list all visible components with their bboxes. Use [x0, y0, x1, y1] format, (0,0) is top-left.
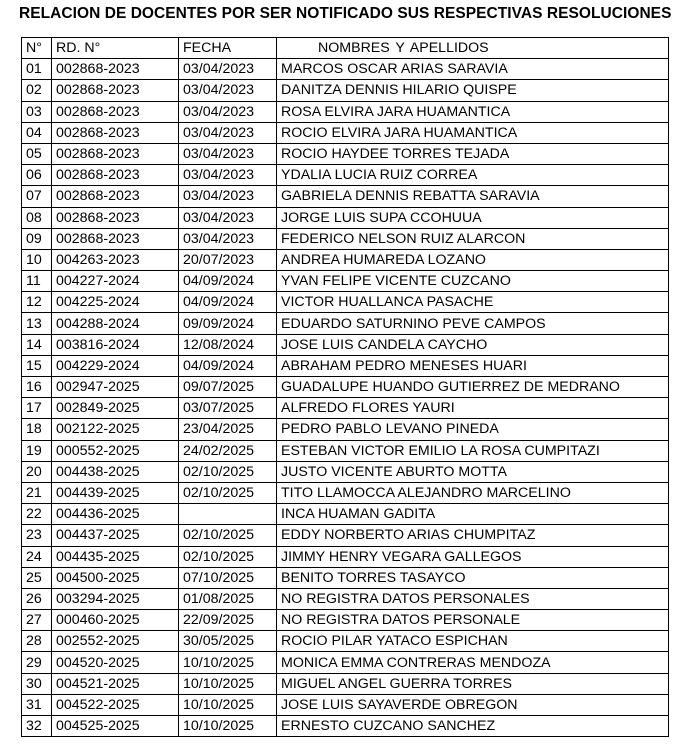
document-title: RELACION DE DOCENTES POR SER NOTIFICADO SUS RESPECTIVAS RESOLUCIONES [19, 5, 672, 22]
fecha-cell: 03/04/2023 [179, 80, 277, 101]
fecha-cell: 10/10/2025 [179, 716, 277, 737]
header-num: N° [22, 38, 52, 59]
table-row [22, 694, 669, 715]
fecha-cell: 04/09/2024 [179, 292, 277, 313]
rd-number-cell: 002947-2025 [52, 377, 179, 398]
row-number-cell: 31 [22, 694, 52, 715]
table-row [22, 186, 669, 207]
table-row [22, 292, 669, 313]
row-number-cell: 15 [22, 355, 52, 376]
nombre-cell: NO REGISTRA DATOS PERSONALES [277, 588, 669, 609]
nombre-cell: JIMMY HENRY VEGARA GALLEGOS [277, 546, 669, 567]
row-number-cell: 22 [22, 504, 52, 525]
fecha-cell: 03/04/2023 [179, 122, 277, 143]
nombre-cell: GUADALUPE HUANDO GUTIERREZ DE MEDRANO [277, 377, 669, 398]
row-number-cell: 21 [22, 482, 52, 503]
row-number-cell: 03 [22, 101, 52, 122]
rd-number-cell: 004522-2025 [52, 694, 179, 715]
rd-number-cell: 004225-2024 [52, 292, 179, 313]
row-number-cell: 09 [22, 228, 52, 249]
nombre-cell: MIGUEL ANGEL GUERRA TORRES [277, 673, 669, 694]
fecha-cell: 09/07/2025 [179, 377, 277, 398]
fecha-cell: 03/04/2023 [179, 143, 277, 164]
rd-number-cell: 004229-2024 [52, 355, 179, 376]
rd-number-cell: 002868-2023 [52, 165, 179, 186]
docentes-table [21, 37, 669, 737]
row-number-cell: 08 [22, 207, 52, 228]
fecha-cell: 23/04/2025 [179, 419, 277, 440]
row-number-cell: 07 [22, 186, 52, 207]
nombre-cell: ANDREA HUMAREDA LOZANO [277, 249, 669, 270]
fecha-cell: 04/09/2024 [179, 355, 277, 376]
fecha-cell: 02/10/2025 [179, 482, 277, 503]
nombre-cell: JUSTO VICENTE ABURTO MOTTA [277, 461, 669, 482]
table-header-row [22, 38, 669, 59]
nombre-cell: FEDERICO NELSON RUIZ ALARCON [277, 228, 669, 249]
nombre-cell: ROSA ELVIRA JARA HUAMANTICA [277, 101, 669, 122]
fecha-cell: 03/04/2023 [179, 59, 277, 80]
nombre-cell: ABRAHAM PEDRO MENESES HUARI [277, 355, 669, 376]
row-number-cell: 29 [22, 652, 52, 673]
rd-number-cell: 004436-2025 [52, 504, 179, 525]
fecha-cell: 03/04/2023 [179, 101, 277, 122]
fecha-cell: 30/05/2025 [179, 631, 277, 652]
table-row [22, 440, 669, 461]
rd-number-cell: 004438-2025 [52, 461, 179, 482]
nombre-cell: JOSE LUIS CANDELA CAYCHO [277, 334, 669, 355]
row-number-cell: 20 [22, 461, 52, 482]
nombre-cell: ROCIO PILAR YATACO ESPICHAN [277, 631, 669, 652]
table-row [22, 207, 669, 228]
rd-number-cell: 002868-2023 [52, 122, 179, 143]
row-number-cell: 14 [22, 334, 52, 355]
table-row [22, 228, 669, 249]
table-row [22, 334, 669, 355]
table-row [22, 271, 669, 292]
row-number-cell: 06 [22, 165, 52, 186]
nombre-cell: NO REGISTRA DATOS PERSONALE [277, 610, 669, 631]
rd-number-cell: 004521-2025 [52, 673, 179, 694]
nombre-cell: ERNESTO CUZCANO SANCHEZ [277, 716, 669, 737]
rd-number-cell: 004263-2023 [52, 249, 179, 270]
row-number-cell: 27 [22, 610, 52, 631]
table-row [22, 419, 669, 440]
rd-number-cell: 002868-2023 [52, 59, 179, 80]
row-number-cell: 30 [22, 673, 52, 694]
rd-number-cell: 002868-2023 [52, 80, 179, 101]
fecha-cell: 02/10/2025 [179, 546, 277, 567]
fecha-cell: 01/08/2025 [179, 588, 277, 609]
rd-number-cell: 002552-2025 [52, 631, 179, 652]
fecha-cell: 10/10/2025 [179, 673, 277, 694]
rd-number-cell: 004525-2025 [52, 716, 179, 737]
nombre-cell: MONICA EMMA CONTRERAS MENDOZA [277, 652, 669, 673]
table-row [22, 652, 669, 673]
row-number-cell: 19 [22, 440, 52, 461]
rd-number-cell: 004520-2025 [52, 652, 179, 673]
fecha-cell: 03/04/2023 [179, 207, 277, 228]
table-row [22, 398, 669, 419]
table-row [22, 165, 669, 186]
fecha-cell: 07/10/2025 [179, 567, 277, 588]
table-body [22, 59, 669, 737]
table-row [22, 588, 669, 609]
row-number-cell: 32 [22, 716, 52, 737]
rd-number-cell: 000552-2025 [52, 440, 179, 461]
fecha-cell: 03/04/2023 [179, 228, 277, 249]
rd-number-cell: 002868-2023 [52, 207, 179, 228]
fecha-cell: 22/09/2025 [179, 610, 277, 631]
nombre-cell: ESTEBAN VICTOR EMILIO LA ROSA CUMPITAZI [277, 440, 669, 461]
row-number-cell: 26 [22, 588, 52, 609]
rd-number-cell: 002849-2025 [52, 398, 179, 419]
table-row [22, 122, 669, 143]
row-number-cell: 16 [22, 377, 52, 398]
table-row [22, 377, 669, 398]
fecha-cell: 20/07/2023 [179, 249, 277, 270]
row-number-cell: 24 [22, 546, 52, 567]
fecha-cell: 03/04/2023 [179, 165, 277, 186]
fecha-cell: 24/02/2025 [179, 440, 277, 461]
table-row [22, 482, 669, 503]
nombre-cell: PEDRO PABLO LEVANO PINEDA [277, 419, 669, 440]
row-number-cell: 18 [22, 419, 52, 440]
rd-number-cell: 003294-2025 [52, 588, 179, 609]
fecha-cell: 10/10/2025 [179, 652, 277, 673]
table-row [22, 461, 669, 482]
header-rd: RD. N° [52, 38, 179, 59]
rd-number-cell: 004437-2025 [52, 525, 179, 546]
row-number-cell: 13 [22, 313, 52, 334]
fecha-cell: 09/09/2024 [179, 313, 277, 334]
row-number-cell: 23 [22, 525, 52, 546]
nombre-cell: ROCIO ELVIRA JARA HUAMANTICA [277, 122, 669, 143]
table-row [22, 504, 669, 525]
row-number-cell: 25 [22, 567, 52, 588]
nombre-cell: YDALIA LUCIA RUIZ CORREA [277, 165, 669, 186]
rd-number-cell: 003816-2024 [52, 334, 179, 355]
table-row [22, 716, 669, 737]
table-row [22, 355, 669, 376]
table-row [22, 143, 669, 164]
nombre-cell: TITO LLAMOCCA ALEJANDRO MARCELINO [277, 482, 669, 503]
fecha-cell: 02/10/2025 [179, 461, 277, 482]
nombre-cell: EDDY NORBERTO ARIAS CHUMPITAZ [277, 525, 669, 546]
rd-number-cell: 002868-2023 [52, 101, 179, 122]
table-row [22, 59, 669, 80]
fecha-cell: 03/04/2023 [179, 186, 277, 207]
nombre-cell: BENITO TORRES TASAYCO [277, 567, 669, 588]
table-row [22, 546, 669, 567]
table-row [22, 313, 669, 334]
row-number-cell: 12 [22, 292, 52, 313]
fecha-cell: 04/09/2024 [179, 271, 277, 292]
nombre-cell: EDUARDO SATURNINO PEVE CAMPOS [277, 313, 669, 334]
fecha-cell: 12/08/2024 [179, 334, 277, 355]
nombre-cell: ALFREDO FLORES YAURI [277, 398, 669, 419]
rd-number-cell: 004288-2024 [52, 313, 179, 334]
row-number-cell: 02 [22, 80, 52, 101]
rd-number-cell: 000460-2025 [52, 610, 179, 631]
fecha-cell: 10/10/2025 [179, 694, 277, 715]
row-number-cell: 05 [22, 143, 52, 164]
fecha-cell: 02/10/2025 [179, 525, 277, 546]
table-row [22, 101, 669, 122]
rd-number-cell: 004500-2025 [52, 567, 179, 588]
rd-number-cell: 002868-2023 [52, 186, 179, 207]
fecha-cell: 03/07/2025 [179, 398, 277, 419]
table-row [22, 525, 669, 546]
table-row [22, 610, 669, 631]
table-row [22, 80, 669, 101]
nombre-cell: INCA HUAMAN GADITA [277, 504, 669, 525]
nombre-cell: VICTOR HUALLANCA PASACHE [277, 292, 669, 313]
rd-number-cell: 004439-2025 [52, 482, 179, 503]
header-nombres: NOMBRES Y APELLIDOS [277, 38, 669, 59]
nombre-cell: JOSE LUIS SAYAVERDE OBREGON [277, 694, 669, 715]
row-number-cell: 28 [22, 631, 52, 652]
rd-number-cell: 004435-2025 [52, 546, 179, 567]
table-row [22, 673, 669, 694]
nombre-cell: JORGE LUIS SUPA CCOHUUA [277, 207, 669, 228]
nombre-cell: MARCOS OSCAR ARIAS SARAVIA [277, 59, 669, 80]
row-number-cell: 04 [22, 122, 52, 143]
nombre-cell: DANITZA DENNIS HILARIO QUISPE [277, 80, 669, 101]
table-row [22, 249, 669, 270]
nombre-cell: YVAN FELIPE VICENTE CUZCANO [277, 271, 669, 292]
fecha-cell [179, 504, 277, 525]
row-number-cell: 10 [22, 249, 52, 270]
rd-number-cell: 002868-2023 [52, 143, 179, 164]
header-fecha: FECHA [179, 38, 277, 59]
row-number-cell: 17 [22, 398, 52, 419]
nombre-cell: ROCIO HAYDEE TORRES TEJADA [277, 143, 669, 164]
rd-number-cell: 004227-2024 [52, 271, 179, 292]
table-row [22, 631, 669, 652]
row-number-cell: 11 [22, 271, 52, 292]
table-row [22, 567, 669, 588]
row-number-cell: 01 [22, 59, 52, 80]
rd-number-cell: 002122-2025 [52, 419, 179, 440]
nombre-cell: GABRIELA DENNIS REBATTA SARAVIA [277, 186, 669, 207]
rd-number-cell: 002868-2023 [52, 228, 179, 249]
